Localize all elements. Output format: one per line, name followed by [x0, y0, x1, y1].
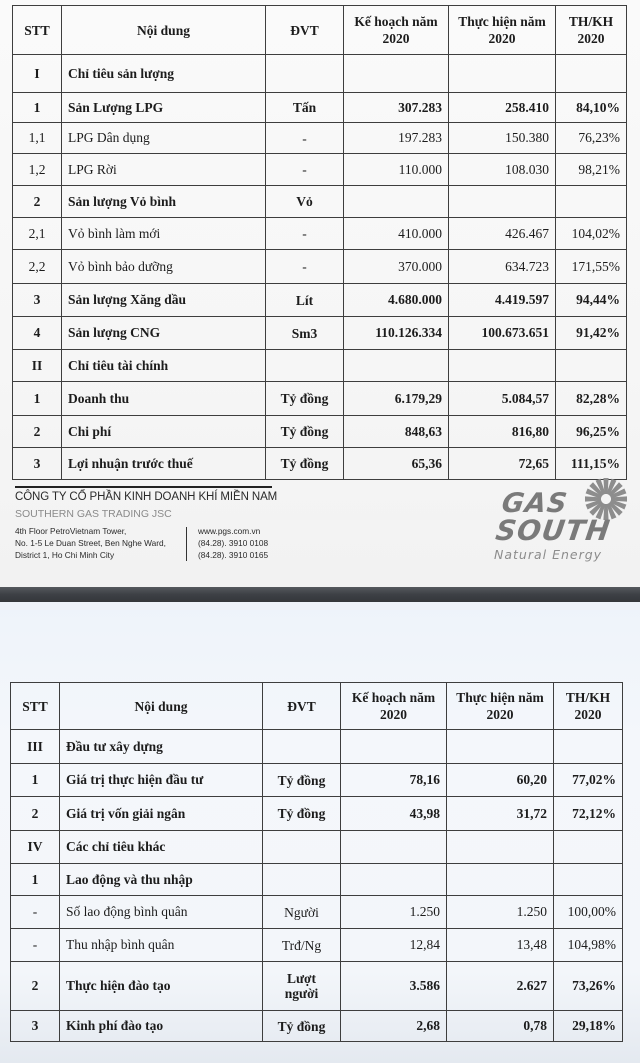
cell-plan: 370.000	[344, 250, 449, 284]
cell-unit: Tỷ đồng	[266, 448, 344, 480]
cell-ratio: 104,98%	[554, 929, 623, 962]
cell-content: Lao động và thu nhập	[60, 864, 263, 896]
cell-plan: 43,98	[341, 797, 447, 831]
cell-ratio	[556, 55, 627, 93]
cell-actual: 426.467	[449, 218, 556, 250]
unit-line1: Lượt	[286, 971, 317, 986]
cell-ratio: 104,02%	[556, 218, 627, 250]
cell-unit: Sm3	[266, 317, 344, 350]
cell-stt: 2,2	[13, 250, 62, 284]
cell-unit	[266, 350, 344, 382]
cell-stt: 1	[13, 93, 62, 123]
header-stt: STT	[13, 6, 62, 55]
cell-ratio	[556, 350, 627, 382]
cell-plan: 4.680.000	[344, 284, 449, 317]
cell-unit: Người	[263, 896, 341, 929]
cell-stt: 1,2	[13, 154, 62, 186]
cell-actual	[447, 730, 554, 764]
table-row	[13, 218, 627, 250]
cell-actual	[449, 350, 556, 382]
cell-plan: 12,84	[341, 929, 447, 962]
cell-actual: 60,20	[447, 764, 554, 797]
table-row	[13, 382, 627, 416]
cell-ratio: 84,10%	[556, 93, 627, 123]
cell-actual: 108.030	[449, 154, 556, 186]
address-line: No. 1-5 Le Duan Street, Ben Nghe Ward,	[15, 538, 166, 548]
address-line: 4th Floor PetroVietnam Tower,	[15, 526, 127, 536]
company-name-en: SOUTHERN GAS TRADING JSC	[15, 508, 172, 520]
cell-actual: 816,80	[449, 416, 556, 448]
cell-plan: 110.000	[344, 154, 449, 186]
cell-plan: 410.000	[344, 218, 449, 250]
table-row	[11, 896, 623, 929]
cell-ratio: 91,42%	[556, 317, 627, 350]
cell-unit: -	[266, 250, 344, 284]
table-row	[13, 250, 627, 284]
cell-unit: Tỷ đồng	[266, 382, 344, 416]
cell-content: Đầu tư xây dựng	[60, 730, 263, 764]
cell-plan: 6.179,29	[344, 382, 449, 416]
cell-stt: 3	[11, 1011, 60, 1042]
table-row	[11, 929, 623, 962]
logo-tagline: Natural Energy	[494, 547, 603, 562]
cell-actual: 4.419.597	[449, 284, 556, 317]
table-row	[11, 962, 623, 1011]
cell-unit	[263, 864, 341, 896]
cell-ratio: 72,12%	[554, 797, 623, 831]
cell-actual: 13,48	[447, 929, 554, 962]
section-row	[11, 831, 623, 864]
cell-content: Giá trị vốn giải ngân	[60, 797, 263, 831]
page-separator	[0, 587, 640, 602]
section-row	[11, 730, 623, 764]
header-plan-line1: Kế hoạch năm	[351, 690, 436, 705]
section-row	[13, 55, 627, 93]
cell-stt: 3	[13, 284, 62, 317]
table-row	[13, 154, 627, 186]
cell-stt: 4	[13, 317, 62, 350]
cell-content: Sản lượng Vỏ bình	[62, 186, 266, 218]
cell-plan: 2,68	[341, 1011, 447, 1042]
cell-actual: 0,78	[447, 1011, 554, 1042]
cell-ratio: 94,44%	[556, 284, 627, 317]
cell-plan: 78,16	[341, 764, 447, 797]
cell-plan: 3.586	[341, 962, 447, 1011]
table-row	[11, 764, 623, 797]
cell-content: Các chỉ tiêu khác	[60, 831, 263, 864]
cell-unit: -	[266, 123, 344, 154]
cell-ratio: 82,28%	[556, 382, 627, 416]
cell-ratio: 171,55%	[556, 250, 627, 284]
cell-content: Doanh thu	[62, 382, 266, 416]
table-row	[11, 864, 623, 896]
cell-ratio: 73,26%	[554, 962, 623, 1011]
header-plan-line1: Kế hoạch năm	[354, 14, 438, 29]
cell-ratio	[554, 730, 623, 764]
header-ratio-line2: 2020	[577, 31, 605, 46]
cell-actual: 150.380	[449, 123, 556, 154]
cell-content: Chi phí	[62, 416, 266, 448]
header-ratio	[556, 6, 627, 55]
cell-plan	[341, 864, 447, 896]
cell-content: Giá trị thực hiện đầu tư	[60, 764, 263, 797]
header-unit: ĐVT	[263, 683, 341, 730]
cell-unit: Vỏ	[266, 186, 344, 218]
phone-text: (84.28). 3910 0108	[198, 538, 269, 548]
logo-text-south: SOUTH	[493, 514, 613, 547]
cell-actual: 1.250	[447, 896, 554, 929]
cell-content: Số lao động bình quân	[60, 896, 263, 929]
cell-unit: Tấn	[266, 93, 344, 123]
cell-content: Sản lượng CNG	[62, 317, 266, 350]
cell-ratio	[554, 864, 623, 896]
cell-ratio	[556, 186, 627, 218]
table-row	[13, 416, 627, 448]
header-ratio-line2: 2020	[574, 707, 602, 722]
address-line: District 1, Ho Chi Minh City	[15, 550, 115, 560]
cell-unit	[263, 962, 341, 1011]
cell-stt: 2,1	[13, 218, 62, 250]
header-ratio-line1: TH/KH	[568, 14, 614, 29]
cell-ratio: 29,18%	[554, 1011, 623, 1042]
cell-stt: -	[11, 929, 60, 962]
cell-actual	[447, 864, 554, 896]
cell-plan	[344, 350, 449, 382]
cell-stt: 1	[13, 382, 62, 416]
company-name-vn: CÔNG TY CỔ PHẦN KINH DOANH KHÍ MIỀN NAM	[15, 491, 278, 503]
cell-unit: Tỷ đồng	[266, 416, 344, 448]
cell-stt: 2	[11, 797, 60, 831]
cell-ratio	[554, 831, 623, 864]
cell-ratio: 100,00%	[554, 896, 623, 929]
logo-text-gas: GAS	[499, 488, 570, 519]
cell-unit: -	[266, 154, 344, 186]
cell-plan	[344, 186, 449, 218]
cell-plan: 65,36	[344, 448, 449, 480]
cell-actual: 72,65	[449, 448, 556, 480]
cell-stt: 1	[11, 764, 60, 797]
results-table-1	[12, 5, 627, 480]
results-table-2	[10, 682, 623, 1042]
cell-content: Chỉ tiêu tài chính	[62, 350, 266, 382]
cell-plan	[341, 730, 447, 764]
cell-plan	[341, 831, 447, 864]
cell-unit	[266, 55, 344, 93]
table-row	[11, 1011, 623, 1042]
cell-actual: 5.084,57	[449, 382, 556, 416]
company-address	[15, 525, 166, 561]
cell-ratio: 77,02%	[554, 764, 623, 797]
cell-stt: 2	[13, 186, 62, 218]
header-actual	[447, 683, 554, 730]
cell-stt: 3	[13, 448, 62, 480]
cell-stt: II	[13, 350, 62, 382]
cell-ratio: 96,25%	[556, 416, 627, 448]
table-row	[13, 317, 627, 350]
cell-plan: 848,63	[344, 416, 449, 448]
cell-ratio: 111,15%	[556, 448, 627, 480]
cell-actual: 31,72	[447, 797, 554, 831]
company-contact	[198, 525, 268, 561]
cell-actual: 258.410	[449, 93, 556, 123]
table-row	[13, 448, 627, 480]
cell-content: Sản lượng Xăng dầu	[62, 284, 266, 317]
cell-stt: 2	[11, 962, 60, 1011]
header-stt: STT	[11, 683, 60, 730]
cell-unit	[263, 831, 341, 864]
cell-actual: 634.723	[449, 250, 556, 284]
table-row	[11, 797, 623, 831]
cell-content: Thu nhập bình quân	[60, 929, 263, 962]
cell-content: Vỏ bình làm mới	[62, 218, 266, 250]
cell-content: Sản Lượng LPG	[62, 93, 266, 123]
cell-content: LPG Dân dụng	[62, 123, 266, 154]
header-actual	[449, 6, 556, 55]
table-row	[13, 186, 627, 218]
header-plan-line2: 2020	[382, 31, 410, 46]
cell-stt: -	[11, 896, 60, 929]
cell-unit: Lít	[266, 284, 344, 317]
table-row	[13, 284, 627, 317]
cell-actual	[449, 55, 556, 93]
header-actual-line2: 2020	[488, 31, 516, 46]
cell-content: Thực hiện đào tạo	[60, 962, 263, 1011]
cell-actual	[449, 186, 556, 218]
fax-text: (84.28). 3910 0165	[198, 550, 269, 560]
cell-content: LPG Rời	[62, 154, 266, 186]
header-actual-line2: 2020	[486, 707, 514, 722]
cell-unit: -	[266, 218, 344, 250]
cell-content: Vỏ bình bảo dưỡng	[62, 250, 266, 284]
cell-actual: 100.673.651	[449, 317, 556, 350]
cell-stt: IV	[11, 831, 60, 864]
cell-stt: I	[13, 55, 62, 93]
table-header-row	[11, 683, 623, 730]
section-row	[13, 350, 627, 382]
header-ratio-line1: TH/KH	[565, 690, 611, 705]
footer-rule	[15, 486, 272, 488]
cell-unit: Tỷ đồng	[263, 797, 341, 831]
header-actual-line1: Thực hiện năm	[456, 690, 544, 705]
cell-stt: 1	[11, 864, 60, 896]
header-unit: ĐVT	[266, 6, 344, 55]
cell-plan: 1.250	[341, 896, 447, 929]
header-plan	[344, 6, 449, 55]
cell-stt: III	[11, 730, 60, 764]
cell-content: Kinh phí đào tạo	[60, 1011, 263, 1042]
cell-actual	[447, 831, 554, 864]
header-ratio	[554, 683, 623, 730]
header-actual-line1: Thực hiện năm	[458, 14, 546, 29]
cell-unit: Tỷ đồng	[263, 1011, 341, 1042]
header-content: Nội dung	[60, 683, 263, 730]
header-plan-line2: 2020	[380, 707, 407, 722]
website-text: www.pgs.com.vn	[198, 526, 261, 536]
cell-content: Lợi nhuận trước thuế	[62, 448, 266, 480]
cell-plan	[344, 55, 449, 93]
cell-stt: 1,1	[13, 123, 62, 154]
table-row	[13, 93, 627, 123]
header-plan	[341, 683, 447, 730]
table-header-row	[13, 6, 627, 55]
unit-line2: người	[284, 986, 319, 1001]
cell-ratio: 98,21%	[556, 154, 627, 186]
cell-stt: 2	[13, 416, 62, 448]
cell-unit: Trđ/Ng	[263, 929, 341, 962]
cell-content: Chỉ tiêu sản lượng	[62, 55, 266, 93]
cell-plan: 307.283	[344, 93, 449, 123]
table-row	[13, 123, 627, 154]
cell-ratio: 76,23%	[556, 123, 627, 154]
cell-unit	[263, 730, 341, 764]
cell-unit: Tỷ đồng	[263, 764, 341, 797]
footer-divider	[186, 527, 187, 561]
cell-plan: 197.283	[344, 123, 449, 154]
cell-plan: 110.126.334	[344, 317, 449, 350]
header-content: Nội dung	[62, 6, 266, 55]
cell-actual: 2.627	[447, 962, 554, 1011]
